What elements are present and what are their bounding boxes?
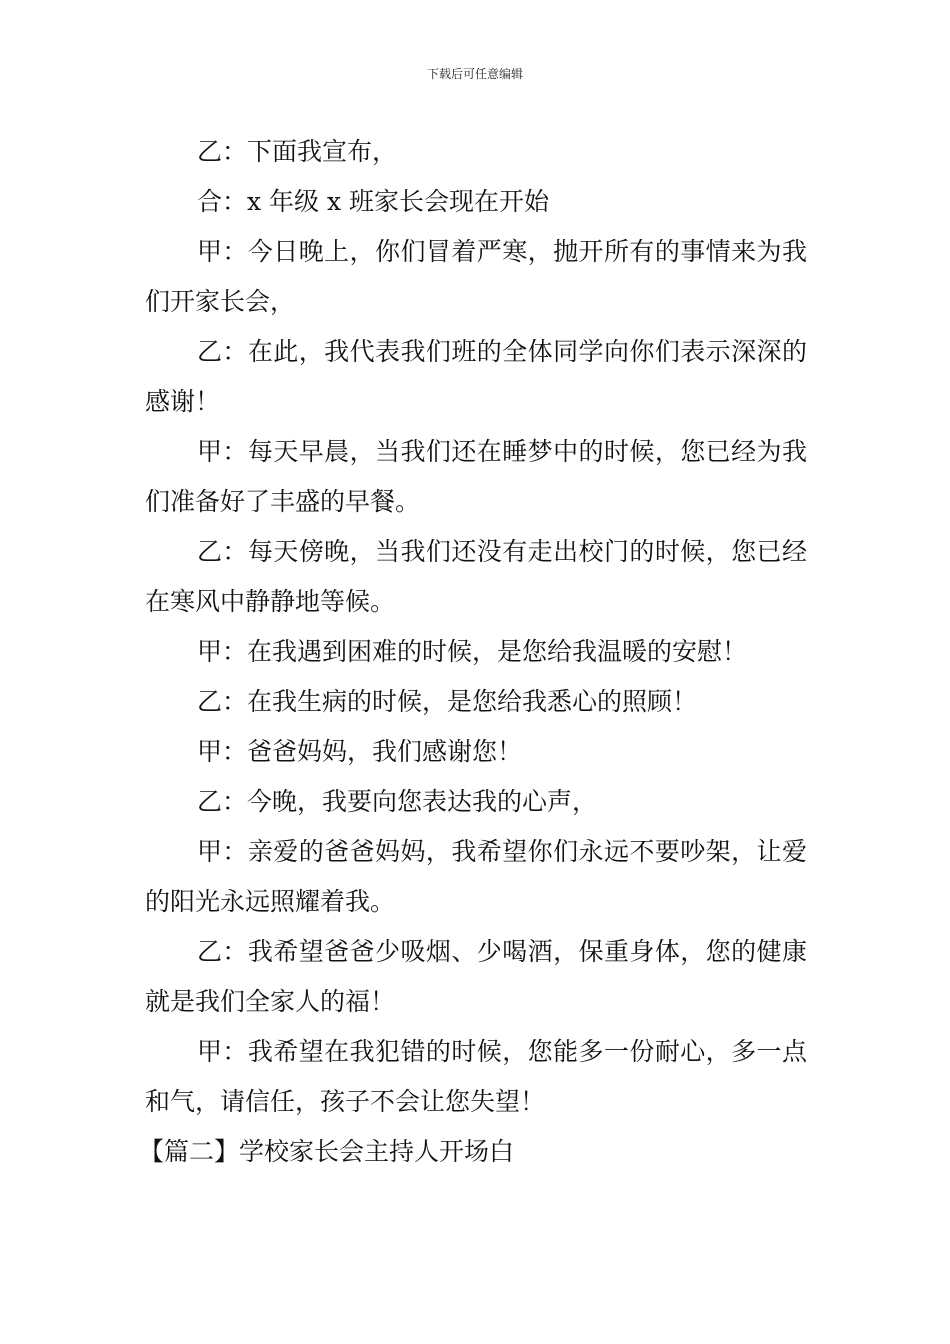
section-heading: 【篇二】学校家长会主持人开场白: [139, 1137, 515, 1166]
paragraph-5: 甲：每天早晨，当我们还在睡梦中的时候，您已经为我们准备好了丰盛的早餐。: [145, 437, 807, 516]
paragraph-2: 合：x 年级 x 班家长会现在开始: [197, 187, 550, 216]
paragraph-7: 甲：在我遇到困难的时候，是您给我温暖的安慰！: [197, 637, 748, 666]
paragraph-13: 甲：我希望在我犯错的时候，您能多一份耐心，多一点和气，请信任，孩子不会让您失望！: [145, 1037, 807, 1116]
paragraph-8: 乙：在我生病的时候，是您给我悉心的照顾！: [197, 687, 698, 716]
document-body: [139, 127, 807, 1177]
paragraph-4: 乙：在此，我代表我们班的全体同学向你们表示深深的感谢！: [145, 337, 807, 416]
paragraph-6: 乙：每天傍晚，当我们还没有走出校门的时候，您已经在寒风中静静地等候。: [145, 537, 807, 616]
paragraph-9: 甲：爸爸妈妈，我们感谢您！: [197, 737, 523, 766]
page-header: 下载后可任意编辑: [426, 67, 523, 81]
paragraph-12: 乙：我希望爸爸少吸烟、少喝酒，保重身体，您的健康就是我们全家人的福！: [145, 937, 807, 1016]
paragraph-10: 乙：今晚，我要向您表达我的心声，: [197, 787, 598, 816]
paragraph-1: 乙：下面我宣布，: [197, 137, 398, 166]
paragraph-11: 甲：亲爱的爸爸妈妈，我希望你们永远不要吵架，让爱的阳光永远照耀着我。: [145, 837, 807, 916]
paragraph-3: 甲：今日晚上，你们冒着严寒，抛开所有的事情来为我们开家长会，: [145, 237, 807, 316]
